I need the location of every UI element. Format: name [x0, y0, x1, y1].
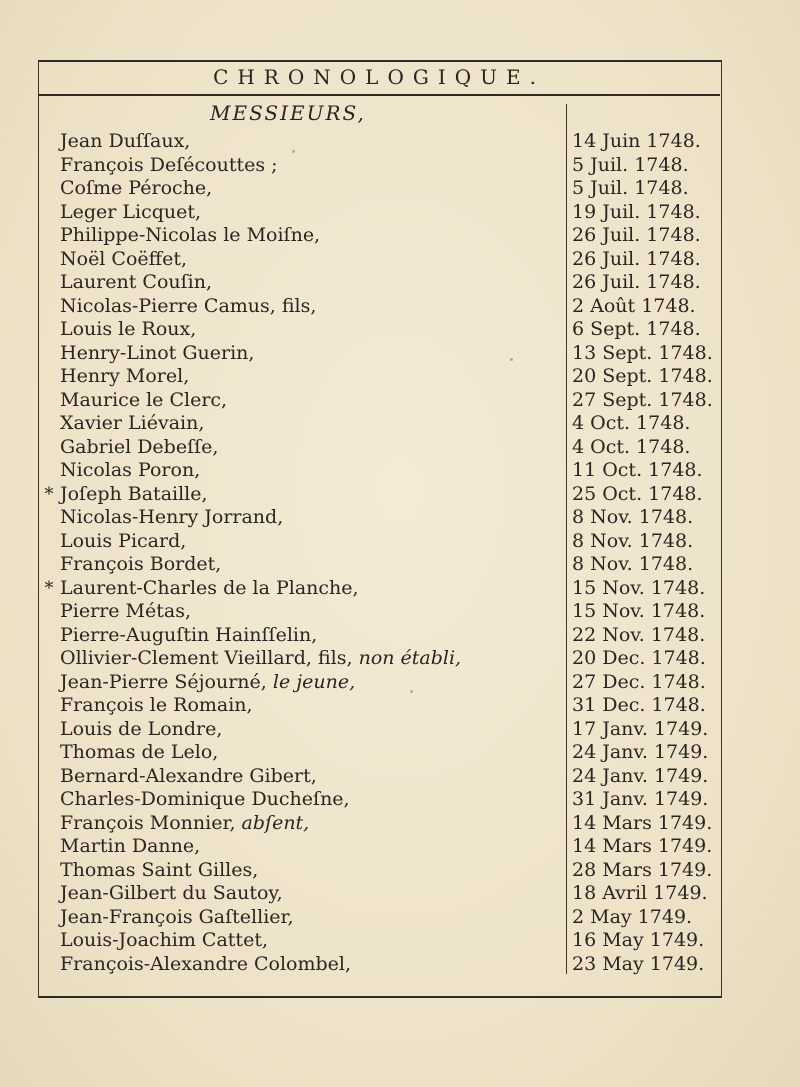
list-item — [38, 929, 720, 953]
member-name — [60, 788, 350, 812]
list-item — [38, 647, 720, 671]
member-name-text: Jean-Pierre Séjourné, — [60, 670, 267, 693]
member-name — [60, 483, 208, 507]
register-list — [38, 130, 720, 976]
list-item — [38, 553, 720, 577]
member-name-text: Maurice le Clerc, — [60, 388, 228, 411]
reception-date: 27 Dec. 1748. — [572, 670, 706, 693]
member-name-text: François Deſécouttes ; — [60, 153, 278, 176]
reception-date: 14 Mars 1749. — [572, 811, 713, 834]
member-name — [60, 929, 268, 953]
reception-date: 16 May 1749. — [572, 929, 705, 951]
reception-date: 22 Nov. 1748. — [572, 623, 706, 646]
reception-date: 15 Nov. 1748. — [572, 576, 706, 599]
member-name — [60, 906, 294, 930]
member-name-text: Joſeph Bataille, — [60, 482, 208, 505]
list-item — [38, 741, 720, 765]
member-name-text: Jean-François Gaſtellier, — [60, 905, 294, 928]
reception-date: 11 Oct. 1748. — [572, 459, 703, 481]
reception-date: 8 Nov. 1748. — [572, 529, 694, 552]
reception-date: 15 Nov. 1748. — [572, 600, 706, 622]
member-name — [60, 600, 191, 624]
list-item — [38, 671, 720, 695]
list-item — [38, 765, 720, 789]
list-item — [38, 342, 720, 366]
paper-speck — [410, 690, 413, 693]
member-name-text: Henry Morel, — [60, 365, 190, 387]
reception-date: 2 May 1749. — [572, 905, 693, 928]
member-name-text: Pierre Métas, — [60, 600, 192, 622]
member-name-text: Laurent Couſin, — [60, 271, 213, 293]
reception-date: 2 Août 1748. — [572, 294, 696, 317]
member-name — [60, 436, 218, 460]
member-name — [60, 530, 186, 554]
member-name-text: Jean Duſſaux, — [60, 130, 191, 152]
member-name-text: Jean-Gilbert du Sautoy, — [60, 882, 283, 904]
member-name — [60, 671, 355, 695]
reception-date: 4 Oct. 1748. — [572, 435, 691, 458]
reception-date: 13 Sept. 1748. — [572, 341, 713, 364]
member-name-text: Bernard-Alexandre Gibert, — [60, 764, 317, 787]
member-name — [60, 718, 222, 742]
member-name — [60, 882, 283, 906]
list-item — [38, 295, 720, 319]
reception-date: 20 Dec. 1748. — [572, 647, 706, 669]
list-item — [38, 248, 720, 272]
list-item — [38, 577, 720, 601]
member-note: non établi, — [358, 647, 462, 669]
member-name-text: Louis le Roux, — [60, 318, 197, 340]
member-name-text: Pierre-Auguſtin Hainſſelin, — [60, 623, 318, 646]
member-name-text: Nicolas-Henry Jorrand, — [60, 506, 284, 528]
list-item — [38, 483, 720, 507]
reception-date: 24 Janv. 1749. — [572, 764, 709, 787]
reception-date: 18 Avril 1749. — [572, 882, 708, 904]
member-name — [60, 389, 227, 413]
member-name — [60, 201, 201, 225]
member-name — [60, 953, 351, 977]
member-name-text: Philippe-Nicolas le Moiſne, — [60, 224, 321, 246]
reception-date: 14 Mars 1749. — [572, 835, 713, 857]
list-item — [38, 201, 720, 225]
member-name — [60, 459, 200, 483]
reception-date: 8 Nov. 1748. — [572, 553, 694, 575]
member-name-text: Nicolas Poron, — [60, 459, 201, 481]
header-rule — [38, 94, 720, 96]
member-name — [60, 694, 253, 718]
list-item — [38, 882, 720, 906]
member-name — [60, 859, 258, 883]
member-name-text: Ollivier-Clement Vieillard, fils, — [60, 647, 353, 669]
reception-date: 14 Juin 1748. — [572, 130, 701, 152]
list-item — [38, 318, 720, 342]
list-item — [38, 530, 720, 554]
member-name — [60, 812, 309, 836]
reception-date: 26 Juil. 1748. — [572, 224, 701, 246]
member-name-text: Louis de Londre, — [60, 717, 223, 740]
list-item — [38, 859, 720, 883]
member-name-text: Louis Picard, — [60, 529, 187, 552]
member-name-text: Xavier Liévain, — [60, 412, 205, 434]
reception-date: 24 Janv. 1749. — [572, 741, 709, 763]
list-item — [38, 412, 720, 436]
reception-date: 31 Janv. 1749. — [572, 788, 709, 810]
asterisk-mark: * — [44, 577, 54, 599]
list-item — [38, 506, 720, 530]
reception-date: 5 Juil. 1748. — [572, 177, 689, 199]
member-name-text: Gabriel Debeſſe, — [60, 435, 219, 458]
section-heading: MESSIEURS, — [210, 101, 366, 125]
member-name — [60, 224, 320, 248]
member-name — [60, 553, 221, 577]
list-item — [38, 177, 720, 201]
member-name-text: Thomas de Lelo, — [60, 741, 219, 763]
reception-date: 23 May 1749. — [572, 952, 705, 975]
member-name — [60, 271, 212, 295]
list-item — [38, 835, 720, 859]
list-item — [38, 389, 720, 413]
list-item — [38, 906, 720, 930]
member-name-text: François Bordet, — [60, 553, 222, 575]
reception-date: 20 Sept. 1748. — [572, 365, 713, 387]
member-note: abſent, — [241, 811, 310, 834]
member-name — [60, 177, 212, 201]
member-name — [60, 342, 254, 366]
reception-date: 19 Juil. 1748. — [572, 200, 701, 223]
list-item — [38, 271, 720, 295]
member-name-text: Coſme Péroche, — [60, 177, 213, 199]
member-name — [60, 624, 317, 648]
reception-date: 6 Sept. 1748. — [572, 318, 701, 340]
member-name — [60, 506, 283, 530]
list-item — [38, 130, 720, 154]
list-item — [38, 224, 720, 248]
member-name-text: François Monnier, — [60, 811, 236, 834]
member-name — [60, 154, 278, 178]
member-name-text: François le Romain, — [60, 694, 253, 716]
member-name-text: François-Alexandre Colombel, — [60, 952, 352, 975]
reception-date: 4 Oct. 1748. — [572, 412, 691, 434]
list-item — [38, 624, 720, 648]
member-name-text: Nicolas-Pierre Camus, fils, — [60, 294, 317, 317]
reception-date: 26 Juil. 1748. — [572, 247, 701, 270]
member-name — [60, 130, 190, 154]
reception-date: 8 Nov. 1748. — [572, 506, 694, 528]
member-name-text: Louis-Joachim Cattet, — [60, 929, 268, 951]
member-name — [60, 318, 196, 342]
member-name — [60, 765, 317, 789]
page-header: CHRONOLOGIQUE. — [213, 65, 545, 89]
list-item — [38, 718, 720, 742]
member-name-text: Thomas Saint Gilles, — [60, 858, 259, 881]
member-name — [60, 412, 204, 436]
member-name — [60, 248, 187, 272]
member-note: le jeune, — [272, 670, 356, 693]
reception-date: 5 Juil. 1748. — [572, 153, 689, 176]
reception-date: 25 Oct. 1748. — [572, 482, 703, 505]
member-name — [60, 365, 189, 389]
list-item — [38, 812, 720, 836]
reception-date: 26 Juil. 1748. — [572, 271, 701, 293]
list-item — [38, 436, 720, 460]
paper-speck — [292, 150, 295, 153]
list-item — [38, 365, 720, 389]
member-name-text: Noël Coëffet, — [60, 247, 188, 270]
member-name — [60, 741, 218, 765]
reception-date: 31 Dec. 1748. — [572, 694, 706, 716]
asterisk-mark: * — [44, 483, 54, 505]
list-item — [38, 953, 720, 977]
member-name-text: Laurent-Charles de la Planche, — [60, 576, 359, 599]
member-name-text: Charles-Dominique Ducheſne, — [60, 788, 350, 810]
reception-date: 28 Mars 1749. — [572, 858, 713, 881]
paper-speck — [510, 358, 513, 361]
member-name-text: Martin Danne, — [60, 835, 201, 857]
member-name — [60, 835, 200, 859]
list-item — [38, 154, 720, 178]
list-item — [38, 459, 720, 483]
list-item — [38, 694, 720, 718]
list-item — [38, 788, 720, 812]
reception-date: 17 Janv. 1749. — [572, 717, 709, 740]
member-name-text: Henry-Linot Guerin, — [60, 341, 255, 364]
list-item — [38, 600, 720, 624]
member-name — [60, 577, 359, 601]
member-name — [60, 295, 316, 319]
member-name-text: Leger Licquet, — [60, 200, 202, 223]
member-name — [60, 647, 461, 671]
reception-date: 27 Sept. 1748. — [572, 388, 713, 411]
